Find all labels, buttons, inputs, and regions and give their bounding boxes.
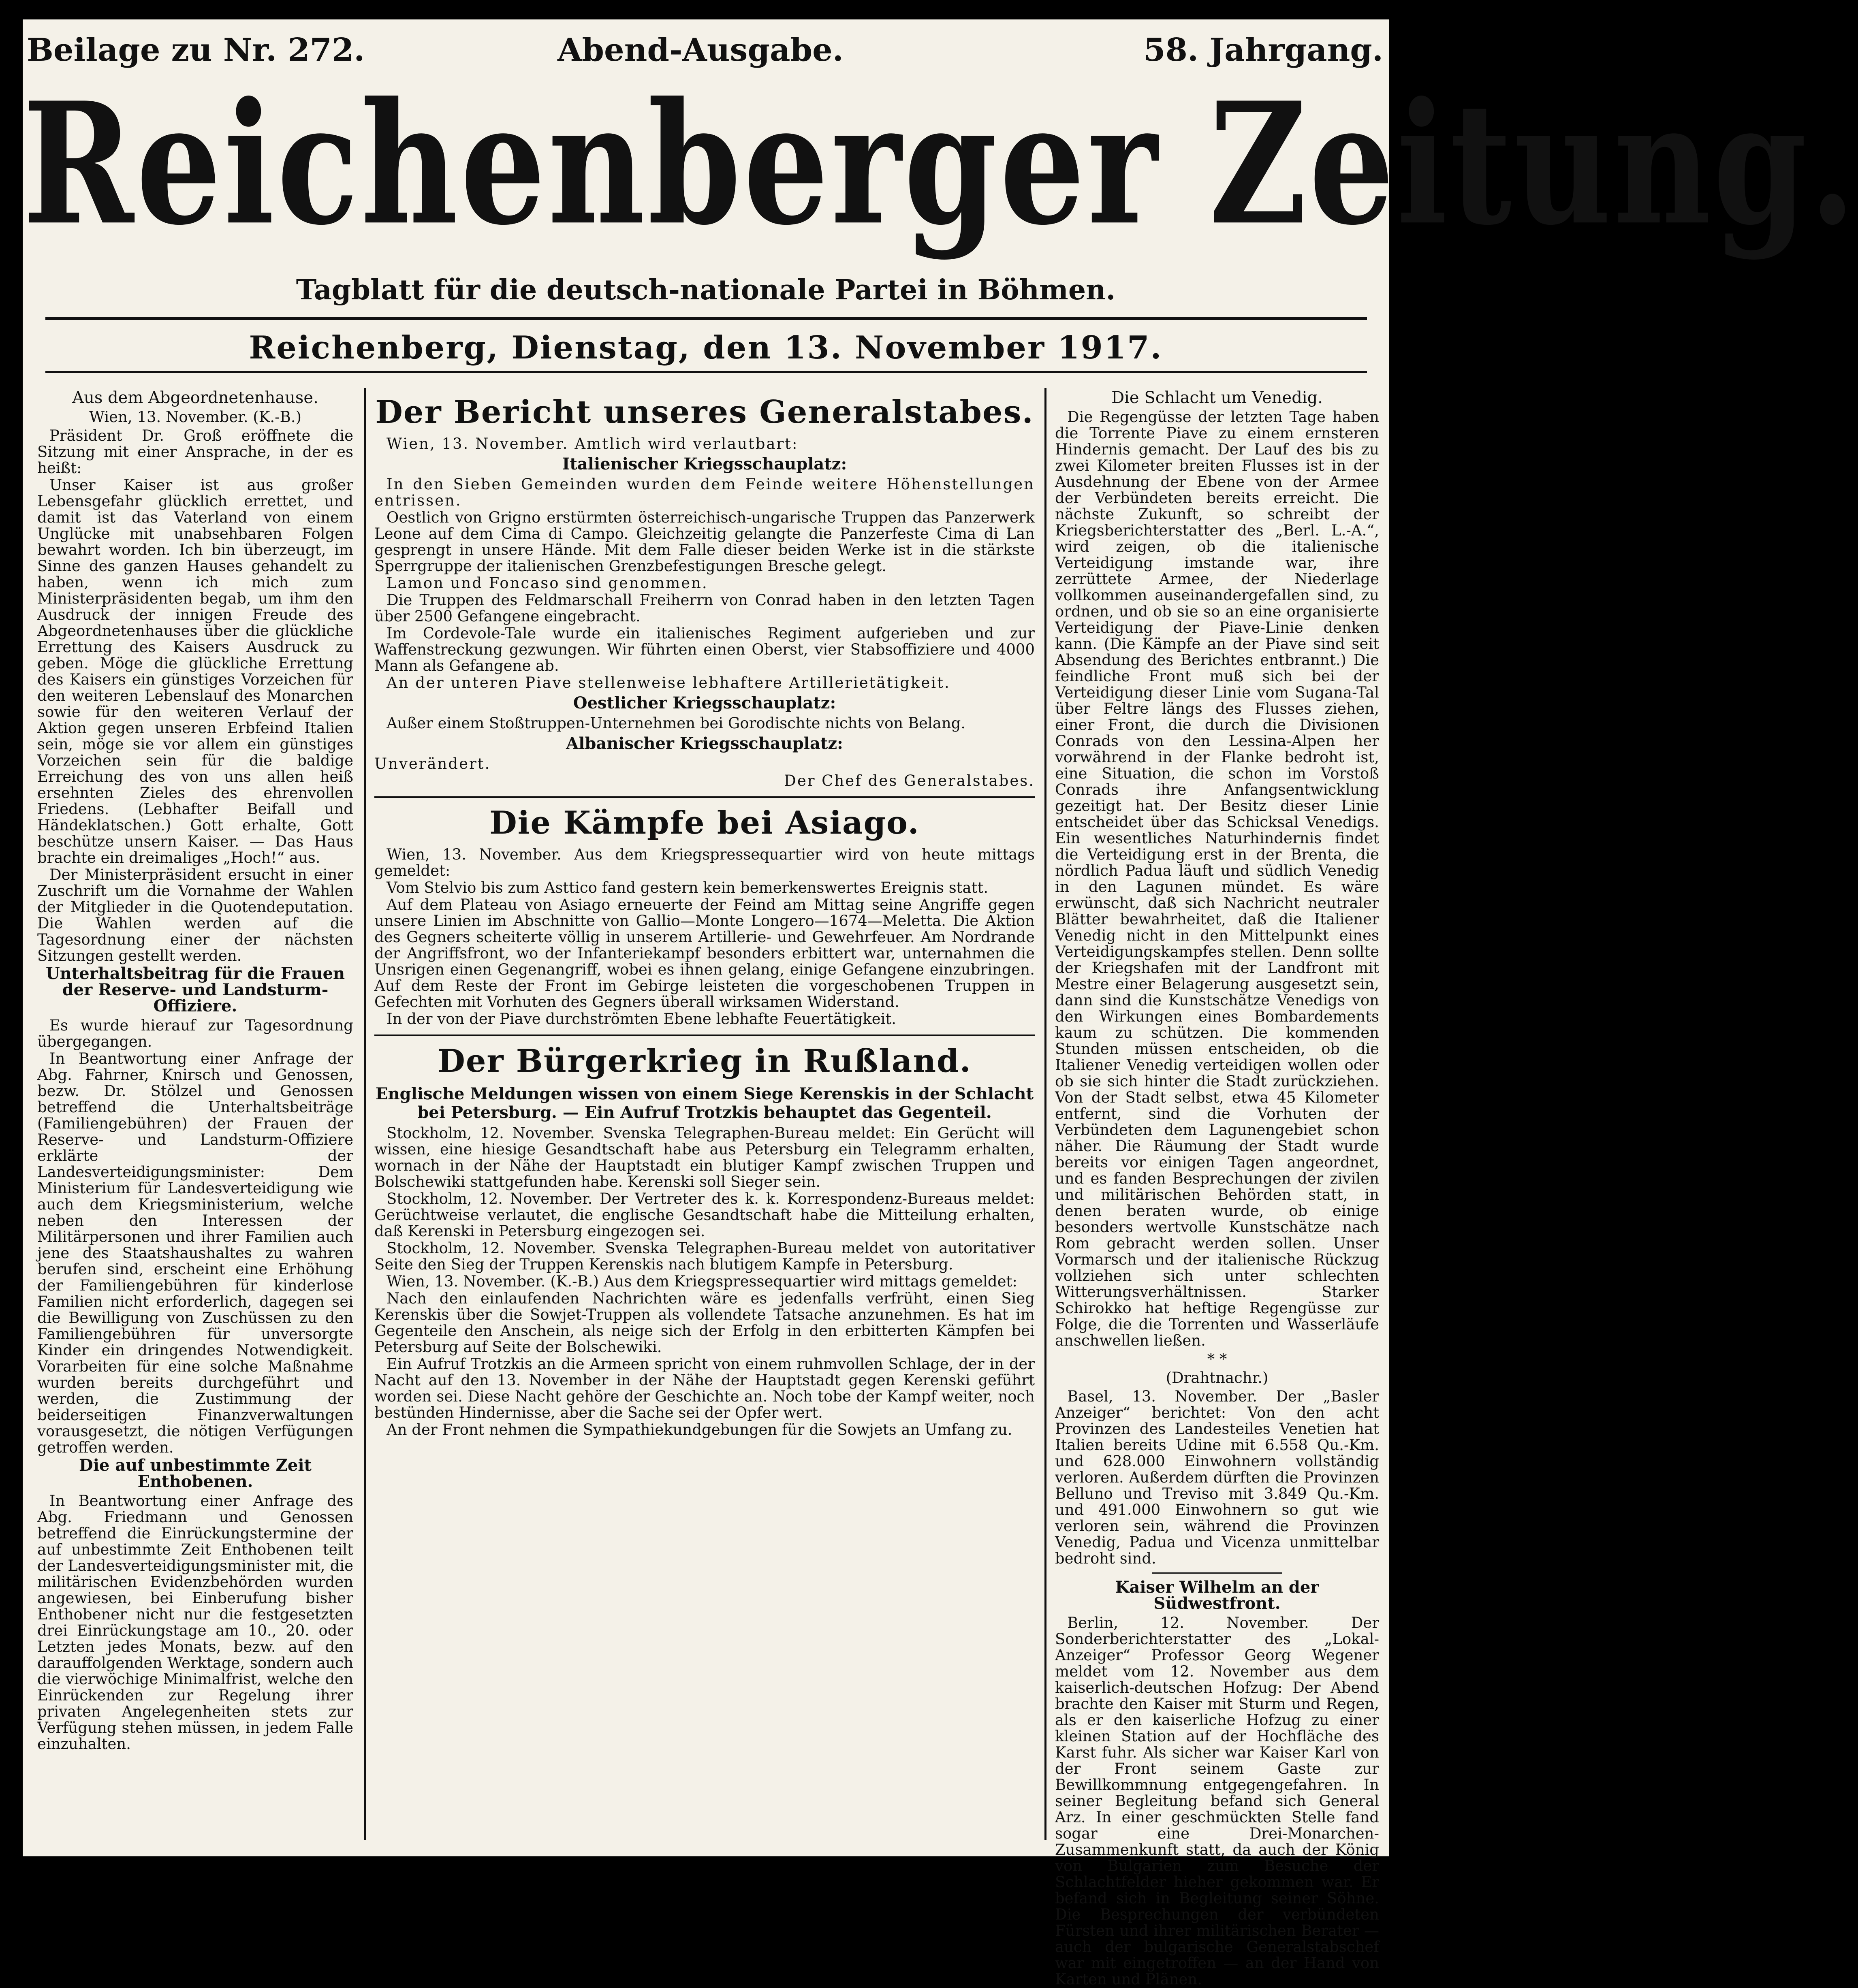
center-paragraph: An der Front nehmen die Sympathiekundgebungen für die Sowjets an Umfang zu. <box>387 1421 1012 1438</box>
front-heading-albania: Albanischer Kriegsschauplatz: <box>566 734 843 753</box>
volume-label: 58. Jahrgang. <box>1143 32 1383 68</box>
center-paragraph: Außer einem Stoßtruppen-Unternehmen bei Gorodischte nichts von Belang. <box>387 715 966 732</box>
center-paragraph: In den Sieben Gemeinden wurden dem Feinde weitere Höhenstellungen entrissen. <box>374 476 1035 509</box>
center-paragraph: In der von der Piave durchströmten Ebene lebhafte Feuertätigkeit. <box>387 1010 897 1028</box>
center-column <box>374 388 1035 1848</box>
center-paragraph: Wien, 13. November. (K.-B.) Aus dem Kriegspressequartier wird mittags gemeldet: <box>387 1273 1017 1290</box>
masthead-rule-top <box>45 317 1367 320</box>
general-staff-signature: Der Chef des Generalstabes. <box>784 772 1035 789</box>
masthead-title: Reichenberger Zeitung. <box>23 65 1858 262</box>
masthead-rule-bottom <box>45 371 1367 373</box>
center-paragraph: Wien, 13. November. Aus dem Kriegspressequartier wird von heute mittags gemeldet: <box>374 846 1035 879</box>
center-paragraph: Auf dem Plateau von Asiago erneuerte der Feind am Mittag seine Angriffe gegen unsere Linien im Abschnitte von Gallio—Monte Longero—1674—Meletta. Die Aktion des Gegners scheiterte völlig in unserem Artillerie- und Gewehrfeuer. Am Nordrande der Angriffsfront, wo der Infanteriekampf besonders erbittert war, unternahmen die Unsrigen einen Gegenangriff, wobei es ihnen gelang, einige Gefangene einzubringen. Auf dem Reste der Front im Gebirge leisteten die vorgeschobenen Truppen in Gefechten mit Vorhuten des Gegners überall wirksamen Widerstand. <box>374 896 1035 1011</box>
headline-asiago: Die Kämpfe bei Asiago. <box>489 804 920 841</box>
section-rule <box>1152 1572 1282 1574</box>
right-subheading: Kaiser Wilhelm an der Südwestfront. <box>1115 1578 1319 1613</box>
left-paragraph: Präsident Dr. Groß eröffnete die Sitzung mit einer Ansprache, in der es heißt: <box>37 427 353 477</box>
center-paragraph: Stockholm, 12. November. Svenska Telegraphen-Bureau meldet von autoritativer Seite den Sieg der Truppen Kerenskis nach blutigem Kampfe in Petersburg. <box>374 1239 1035 1273</box>
center-dateline: Wien, 13. November. Amtlich wird verlautbart: <box>387 435 799 452</box>
section-stars: * * <box>1207 1350 1227 1368</box>
left-column <box>37 388 353 1848</box>
headline-general-staff: Der Bericht unseres Generalstabes. <box>375 394 1034 431</box>
center-paragraph: Vom Stelvio bis zum Asttico fand gestern kein bemerkenswertes Ereignis statt. <box>387 879 989 896</box>
left-paragraph: Unser Kaiser ist aus großer Lebensgefahr glücklich errettet, und damit ist das Vaterland von einem Unglücke mit unabsehbaren Folgen bewahrt worden. Ich bin überzeugt, im Sinne des ganzen Hauses gehandelt zu haben, wenn ich mich zum Ministerpräsidenten begab, um ihm den Ausdruck der innigen Freude des Abgeordnetenhauses über die glückliche Errettung des Kaisers Ausdruck zu geben. Möge die glückliche Errettung des Kaisers ein günstiges Vorzeichen für den weiteren Lebenslauf des Monarchen sowie für den weiteren Verlauf der Aktion gegen unseren Erbfeind Italien sein, möge sie vor allem ein günstiges Vorzeichen sein für die baldige Erreichung des von uns allen heiß ersehnten Zieles des ehrenvollen Friedens. (Lebhafter Beifall und Händeklatschen.) Gott erhalte, Gott beschütze unsern Kaiser. — Das Haus brachte ein dreimaliges „Hoch!“ aus. <box>37 476 353 866</box>
issue-dateline: Reichenberg, Dienstag, den 13. November 1917. <box>249 329 1163 366</box>
center-paragraph: Stockholm, 12. November. Der Vertreter des k. k. Korrespondenz-Bureaus meldet: Gerüchtweise verlautet, die englische Gesandtschaft habe die Mitteilung erhalten, daß Kerenski in Petersburg eingezogen sei. <box>374 1190 1035 1240</box>
left-subheading: Die auf unbestimmte Zeit Enthobenen. <box>79 1456 312 1491</box>
front-heading-east: Oestlicher Kriegsschauplatz: <box>573 693 836 712</box>
left-subheading: Unterhaltsbeitrag für die Frauen der Reserve- und Landsturm-Offiziere. <box>45 964 345 1015</box>
supplement-number: Beilage zu Nr. 272. <box>27 32 365 68</box>
left-paragraph: In Beantwortung einer Anfrage der Abg. Fahrner, Knirsch und Genossen, bezw. Dr. Stölzel und Genossen betreffend die Unterhaltsbeiträge (Familiengebühren) der Frauen der Reserve- und Landsturm-Offiziere erklärte der Landesverteidigungsminister: Dem Ministerium für Landesverteidigung wie auch dem Kriegsministerium, welche neben den Interessen der Militärpersonen und ihrer Familien auch jene des Staatshaushaltes zu wahren berufen sind, erscheint eine Erhöhung der Familiengebühren für kinderlose Familien nicht erforderlich, dagegen sei die Bewilligung von Zuschüssen zu den Familiengebühren für unversorgte Kinder ein dringendes Notwendigkeit. Vorarbeiten für eine solche Maßnahme wurden bereits durchgeführt und werden, die Zustimmung der beiderseitigen Finanzverwaltungen vorausgesetzt, die nötigen Verfügungen getroffen werden. <box>37 1050 353 1456</box>
right-column <box>1055 388 1379 1988</box>
column-divider <box>1044 388 1046 1840</box>
center-paragraph: Im Cordevole-Tale wurde ein italienisches Regiment aufgerieben und zur Waffenstreckung gezwungen. Wir führten einen Oberst, vier Stabsoffiziere und 4000 Mann als Gefangene ab. <box>374 625 1035 674</box>
right-paragraph: Basel, 13. November. Der „Basler Anzeiger“ berichtet: Von den acht Provinzen des Landesteiles Venetien hat Italien bereits Udine mit 6.558 Qu.-Km. und 628.000 Einwohnern vollständig verloren. Außerdem dürften die Provinzen Belluno und Treviso mit 3.849 Qu.-Km. und 491.000 Einwohnern so gut wie verloren sein, während die Provinzen Venedig, Padua und Vicenza unmittelbar bedroht sind. <box>1055 1388 1379 1567</box>
center-paragraph: Ein Aufruf Trotzkis an die Armeen spricht von einem ruhmvollen Schlage, der in der Nacht auf den 13. November in der Nähe der Hauptstadt gegen Kerenski geführt worden sei. Diese Nacht gehöre der Geschichte an. Noch tobe der Kampf weiter, noch bestünden Hindernisse, aber die Sache sei der Opfer wert. <box>374 1355 1035 1421</box>
right-heading: Die Schlacht um Venedig. <box>1111 388 1323 407</box>
left-paragraph: Es wurde hierauf zur Tagesordnung übergegangen. <box>37 1017 353 1050</box>
right-paragraph: Die Regengüsse der letzten Tage haben die Torrente Piave zu einem ernsteren Hindernis gemacht. Der Lauf des bis zu zwei Kilometer breiten Flusses ist in der Ausdehnung der Ebene von der Armee der Verbündeten bereits erreicht. Die nächste Zukunft, so schreibt der Kriegsberichterstatter des „Berl. L.-A.“, wird zeigen, ob die italienische Verteidigung imstande war, ihre zerrüttete Armee, der Niederlage vollkommen auseinandergefallen sind, zu ordnen, und ob sie so an eine organisierte Verteidigung der Piave-Linie denken kann. (Die Kämpfe an der Piave sind seit Absendung des Berichtes entbrannt.) Die feindliche Front muß sich bei der Verteidigung dieser Linie vom Sugana-Tal über Feltre längs des Flusses ziehen, einer Front, die durch die Divisionen Conrads von den Lessina-Alpen her vorwährend in der Flanke bedroht ist, eine Situation, die schon im Vorstoß Conrads ihre Anfangsentwicklung gezeitigt hat. Der Besitz dieser Linie entscheidet über das Schicksal Venedigs. Ein wesentliches Naturhindernis findet die Verteidigung erst in der Brenta, die nördlich Padua läuft und südlich Venedig in den Lagunen mündet. Es wäre erwünscht, daß sich Nachricht neutraler Blätter bewahrheitet, daß die Italiener Venedig nicht in den Mittelpunkt eines Verteidigungskampfes stellen. Denn sollte der Kriegshafen mit der Landfront mit Mestre einer Belagerung ausgesetzt sein, dann sind die Kunstschätze Venedigs von den Wirkungen eines Bombardements kaum zu schützen. Die kommenden Stunden müssen entscheiden, ob die Italiener Venedig verteidigen wollen oder ob sie sich hinter die Stadt zurückziehen. Von der Stadt selbst, etwa 45 Kilometer entfernt, sind die Vorhuten der Verbündeten dem Lagunengebiet schon näher. Die Räumung der Stadt wurde bereits vor einigen Tagen angeordnet, und es fanden Besprechungen der zivilen und militärischen Behörden statt, in denen beraten wurde, ob einige besonders wertvolle Kunstschätze nach Rom gebracht werden sollen. Unser Vormarsch und der italienische Rückzug vollziehen sich unter schlechten Witterungsverhältnissen. Starker Schirokko hat heftige Regengüsse zur Folge, die die Torrenten und Wasserläufe anschwellen ließen. <box>1055 408 1379 1349</box>
center-paragraph: Stockholm, 12. November. Svenska Telegraphen-Bureau meldet: Ein Gerücht will wissen, eine hiesige Gesandtschaft habe aus Petersburg ein Telegramm erhalten, wornach in der Nähe der Hauptstadt ein blutiger Kampf zwischen Truppen und Bolschewiki stattgefunden habe. Kerenski soll Sieger sein. <box>374 1124 1035 1190</box>
right-paragraph: Berlin, 12. November. Der Sonderberichterstatter des „Lokal-Anzeiger“ Professor Georg Wegener meldet vom 12. November aus dem kaiserlich-deutschen Hofzug: Der Abend brachte den Kaiser mit Sturm und Regen, als er den kaiserliche Hofzug zu einer kleinen Station auf der Hochfläche des Karst fuhr. Als sicher war Kaiser Karl von der Front seinem Gaste zur Bewillkommnung entgegengefahren. In seiner Begleitung befand sich General Arz. In einer geschmückten Stelle fand sogar eine Drei-Monarchen-Zusammenkunft statt, da auch der König von Bulgarien zum Besuche der Schlachtfelder hieher gekommen war. Er befand sich in Begleitung seiner Söhne. Die Besprechungen der verbündeten Fürsten und ihrer militärischen Berater — auch der bulgarische Generalstabschef war mit eingetroffen — an der Hand von Karten und Plänen. <box>1055 1614 1379 1988</box>
newspaper-page <box>23 19 1858 1988</box>
center-paragraph: Die Truppen des Feldmarschall Freiherrn von Conrad haben in den letzten Tagen über 2500 Gefangene eingebracht. <box>374 591 1035 625</box>
column-divider <box>364 388 366 1840</box>
source-label: (Drahtnachr.) <box>1166 1369 1269 1386</box>
left-paragraph: In Beantwortung einer Anfrage des Abg. Friedmann und Genossen betreffend die Einrückungstermine der auf unbestimmte Zeit Enthobenen teilt der Landesverteidigungsminister mit, die militärischen Evidenzbehörden wurden angewiesen, bei Einberufung bisher Enthobener nicht nur die festgesetzten drei Einrückungstage am 10., 20. oder Letzten jedes Monats, bezw. auf den darauffolgenden Werktage, sondern auch die vierwöchige Minimalfrist, welche den Einrückenden zur Regelung ihrer privaten Angelegenheiten stets zur Verfügung stehen müssen, in jedem Falle einzuhalten. <box>37 1492 353 1753</box>
left-dateline: Wien, 13. November. (K.-B.) <box>89 408 302 426</box>
headline-russia: Der Bürgerkrieg in Rußland. <box>438 1043 972 1079</box>
center-paragraph: Nach den einlaufenden Nachrichten wäre es jedenfalls verfrüht, einen Sieg Kerenskis über die Sowjet-Truppen als vollendete Tatsache anzunehmen. Es hat im Gegenteile den Anschein, als neige sich der Erfolg in den erbitterten Kämpfen bei Petersburg auf Seite der Bolschewiki. <box>374 1290 1035 1356</box>
center-paragraph: Unverändert. <box>374 755 491 772</box>
masthead-subtitle: Tagblatt für die deutsch-nationale Partei in Böhmen. <box>296 274 1116 306</box>
left-heading: Aus dem Abgeordnetenhause. <box>72 388 318 407</box>
center-paragraph: An der unteren Piave stellenweise lebhaftere Artillerietätigkeit. <box>387 674 950 691</box>
front-heading-italy: Italienischer Kriegsschauplatz: <box>562 454 847 474</box>
center-paragraph: Oestlich von Grigno erstürmten österreichisch-ungarische Truppen das Panzerwerk Leone auf dem Cima di Campo. Gleichzeitig gelangte die Panzerfeste Cima di Lan gesprengt in unsere Hände. Mit dem Falle dieser beiden Werke ist in die stärkste Sperrgruppe der italienischen Grenzbefestigungen Bresche gelegt. <box>374 509 1035 575</box>
section-rule <box>374 1035 1035 1036</box>
russia-lead: Englische Meldungen wissen von einem Siege Kerenskis in der Schlacht bei Petersburg. — Ein Aufruf Trotzkis behauptet das Gegenteil. <box>376 1084 1034 1122</box>
center-paragraph: Lamon und Foncaso sind genommen. <box>387 574 708 592</box>
edition-label: Abend-Ausgabe. <box>557 32 844 68</box>
section-rule <box>374 796 1035 798</box>
left-paragraph: Der Ministerpräsident ersucht in einer Zuschrift um die Vornahme der Wahlen der Mitglieder in die Quotendeputation. Die Wahlen werden auf die Tagesordnung einer der nächsten Sitzungen gestellt werden. <box>37 866 353 964</box>
